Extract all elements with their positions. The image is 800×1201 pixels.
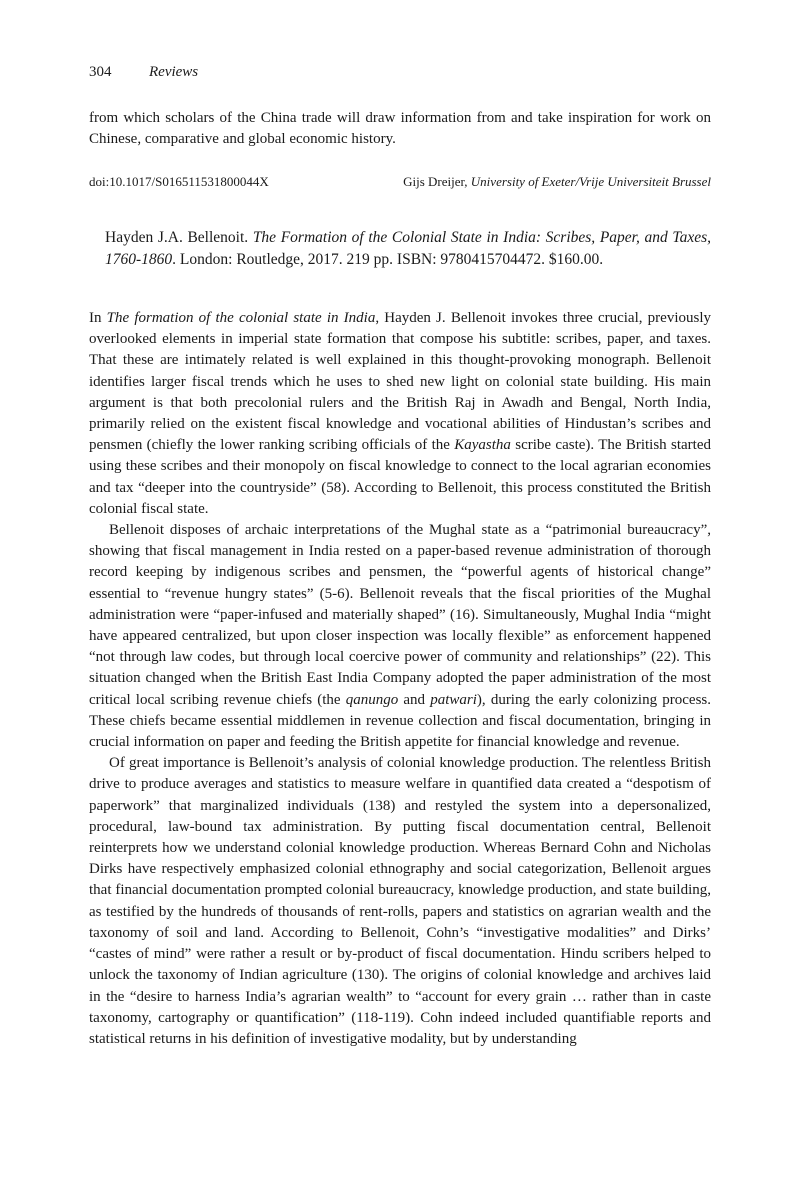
text-run: and — [398, 691, 431, 708]
reviewer-signature — [403, 173, 711, 191]
doi: doi:10.1017/S016511531800044X — [89, 174, 269, 189]
text-run-italic: Kayastha — [454, 437, 511, 454]
closing-paragraph: from which scholars of the China trade will draw information from and take inspiration for work on Chinese, comparative and global economic history. — [89, 110, 711, 148]
review-paragraph-2 — [89, 520, 711, 753]
reviewer-name: Gijs Dreijer, — [403, 174, 468, 189]
text-run-italic: patwari — [430, 691, 477, 708]
review-paragraph-1 — [89, 308, 711, 520]
text-run: In — [89, 310, 107, 326]
running-head — [89, 62, 198, 82]
page-number: 304 — [89, 64, 112, 80]
review-paragraph-3: Of great importance is Bellenoit’s analysis of colonial knowledge production. The relentless British drive to produce averages and statistics to measure welfare in quantified data created a “despotism of paperwork” that marginalized individuals (138) and restyled the system into a depersonalized, procedural, law-bound tax administration. By putting fiscal documentation central, Bellenoit reinterprets how we understand colonial knowledge production. Whereas Bernard Cohn and Nicholas Dirks have respectively emphasized colonial ethnography and social categorization, Bellenoit argues that financial documentation prompted colonial bureaucracy, knowledge production, and state building, as testified by the hundreds of thousands of rent-rolls, papers and statistics on agrarian wealth and the taxonomy of soil and land. According to Bellenoit, Cohn’s “investigative modalities” and Dirks’ “castes of mind” were rather a result or by-product of fiscal documentation. Hindu scribers helped to unlock the taxonomy of Indian agriculture (130). The origins of colonial knowledge and archives laid in the “desire to harness India’s agrarian wealth” to “account for every grain … rather than in caste taxonomy, cartography or quantification” (118-119). Cohn indeed included quantifiable reports and statistical returns in his definition of investigative modality, but by understanding — [89, 755, 711, 1047]
book-title: The Formation of the Colonial State in India: Scribes, Paper, and Taxes, 1760-1860 — [105, 229, 711, 268]
text-run: , Hayden J. Bellenoit invokes three crucial, previously overlooked elements in imperial state formation that compose his subtitle: scribes, paper, and taxes. That these are intimately related is well explained in this thought-provoking monograph. Bellenoit identifies larger fiscal trends which he uses to shed new light on colonial state building. His main argument is that both precolonial rulers and the British Raj in Awadh and Bengal, North India, primarily relied on the existent fiscal knowledge and vocational abilities of Hindustan’s scribes and pensmen (chiefly the lower ranking scribing officials of the — [89, 310, 711, 454]
text-run: ), during the early colonizing process. These chiefs became essential middlemen in revenue collection and fiscal documentation, bringing in crucial information on paper and feeding the British appetite for financial knowledge and revenue. — [89, 691, 711, 751]
book-details: . London: Routledge, 2017. 219 pp. ISBN: 9780415704472. $160.00. — [172, 251, 604, 268]
book-citation — [105, 227, 711, 271]
text-run: scribe caste). The British started using these scribes and their monopoly on fiscal knowledge to connect to the local agrarian economies and tax “deeper into the countryside” (58). According to Bellenoit, this process constituted the British colonial fiscal state. — [89, 437, 711, 517]
review-body — [89, 308, 711, 1050]
book-author: Hayden J.A. Bellenoit. — [105, 229, 249, 246]
text-run-italic: The formation of the colonial state in India — [106, 310, 376, 326]
text-run: Bellenoit disposes of archaic interpretations of the Mughal state as a “patrimonial bureaucracy”, showing that fiscal management in India rested on a paper-based revenue administration of thorough record keeping by indigenous scribes and pensmen, the “powerful agents of historical change” essential to “revenue hungry states” (5-6). Bellenoit reveals that the fiscal priorities of the Mughal administration were “paper-infused and materially shaped” (16). Simultaneously, Mughal India “might have appeared centralized, but upon closer inspection was locally flexible” as enforcement happened “not through law codes, but through local coercive power of community and relationships” (22). This situation changed when the British East India Company adopted the paper administration of the most critical local scribing revenue chiefs (the — [89, 522, 711, 708]
section-title: Reviews — [149, 64, 199, 80]
text-run-italic: qanungo — [345, 691, 399, 708]
previous-review-ending — [89, 108, 711, 150]
review-signature-line — [89, 173, 711, 191]
reviewer-affiliation: University of Exeter/Vrije Universiteit Brussel — [470, 174, 711, 189]
